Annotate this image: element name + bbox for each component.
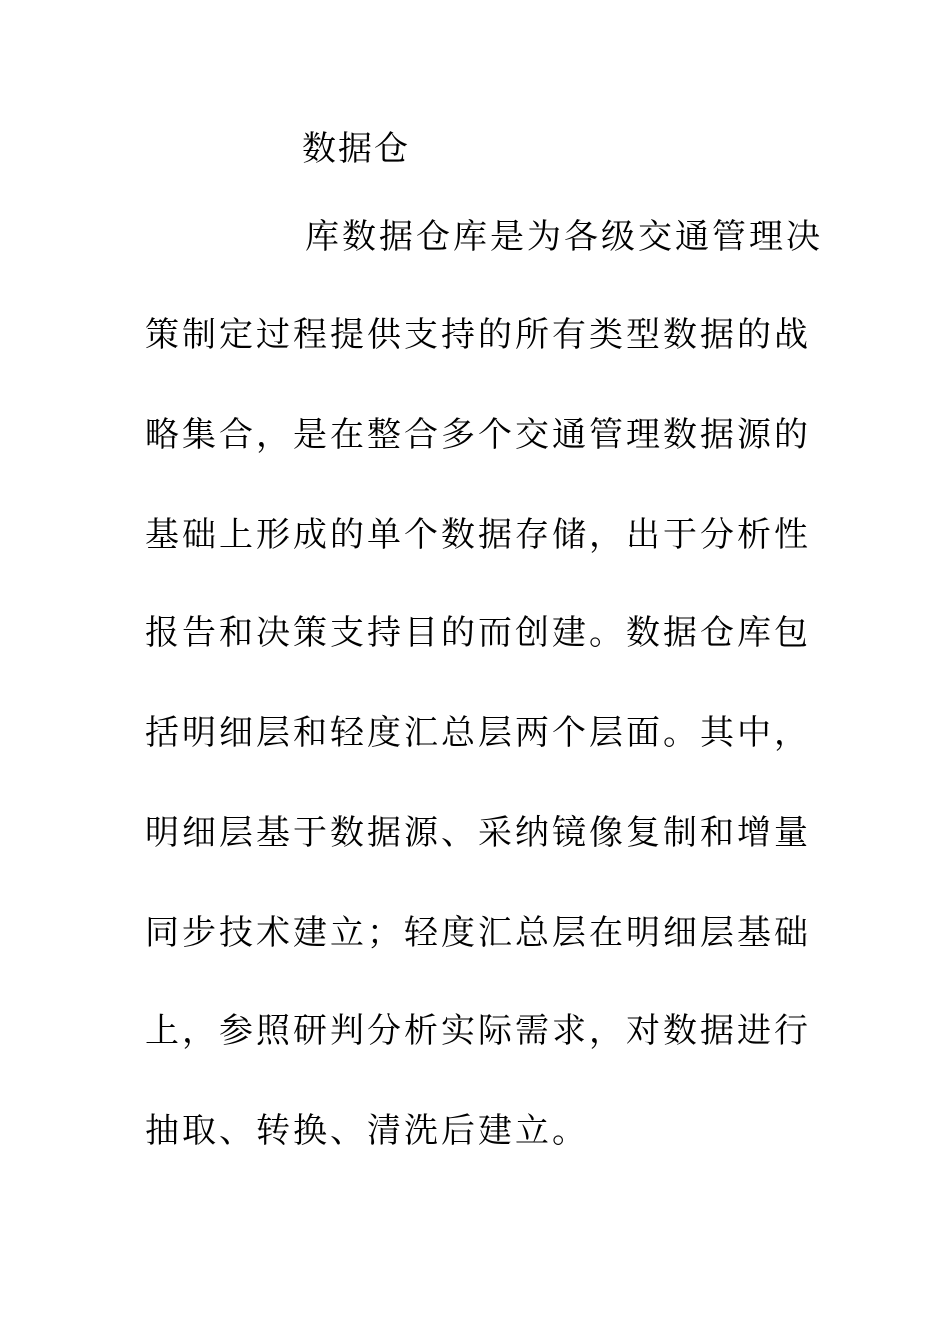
paragraph-line: 策制定过程提供支持的所有类型数据的战 [145, 315, 811, 355]
section-heading: 数据仓 [302, 129, 410, 169]
paragraph-line: 基础上形成的单个数据存储，出于分析性 [145, 515, 811, 555]
paragraph-line: 抽取、转换、清洗后建立。 [145, 1111, 589, 1151]
paragraph-line: 略集合，是在整合多个交通管理数据源的 [145, 415, 811, 455]
paragraph-line: 明细层基于数据源、采纳镜像复制和增量 [145, 813, 811, 853]
paragraph-line: 库数据仓库是为各级交通管理决 [305, 217, 823, 257]
paragraph-line: 同步技术建立；轻度汇总层在明细层基础 [145, 913, 811, 953]
paragraph-line: 报告和决策支持目的而创建。数据仓库包 [145, 613, 811, 653]
paragraph-line: 括明细层和轻度汇总层两个层面。其中， [145, 713, 811, 753]
paragraph-line: 上，参照研判分析实际需求，对数据进行 [145, 1011, 811, 1051]
